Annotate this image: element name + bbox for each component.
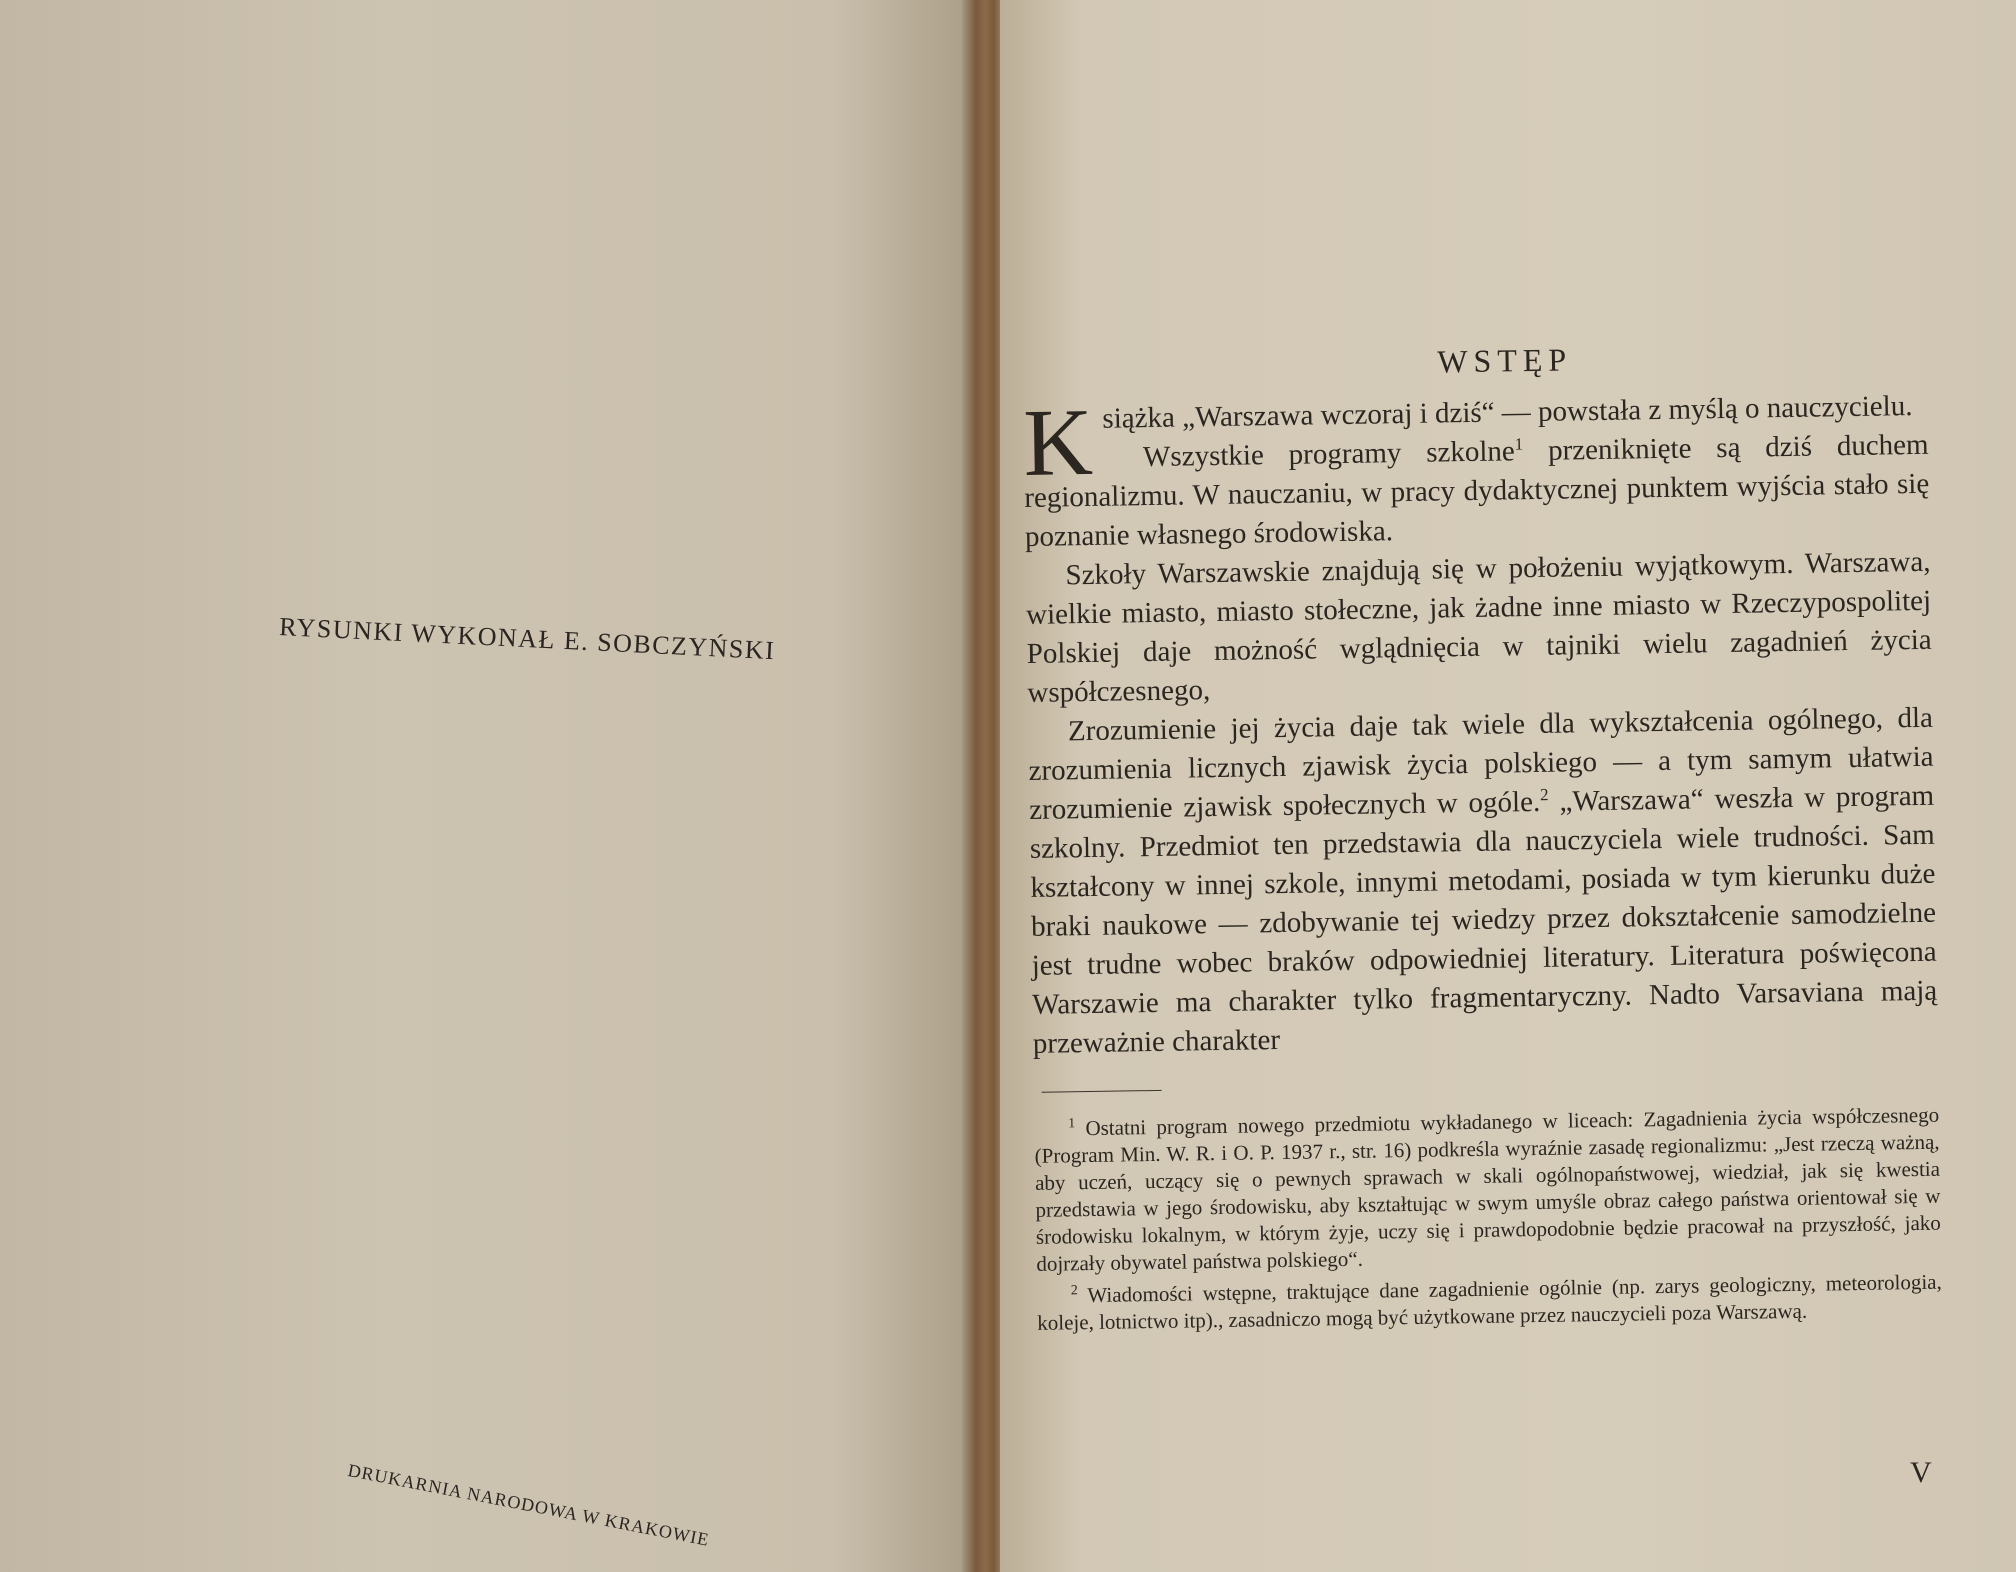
paragraph-text: Zrozumienie jej życia daje tak wiele dla wykształcenia ogólnego, dla zrozumienia licznych zjawisk życia polskiego — a tym samym ułatwia zrozumienie zjawisk społecznych w ogóle. [1028, 701, 1934, 826]
body-text [1023, 387, 1938, 1064]
paragraph-text: „Warszawa“ weszła w program szkolny. Przedmiot ten przedstawia dla nauczyciela wiele trudności. Sam kształcony w innej szkole, innymi metodami, posiada w tym kierunku duże braki naukowe — zdobywanie tej wiedzy przez dokształcenie samodzielne jest trudne wobec braków odpowiedniej literatury. Literatura poświęcona Warszawie ma charakter tylko fragmentaryczny. Nadto Varsaviana mają przeważnie charakter [1029, 779, 1938, 1060]
paragraph-text: przeniknięte są dziś duchem regionalizmu. W nauczaniu, w pracy dydaktycznej punktem wyjścia stało się poznanie własnego środowiska. [1024, 428, 1930, 553]
paragraph [1023, 426, 1930, 557]
introduction-text-block [1022, 336, 1942, 1337]
footnote-ref: 1 [1514, 434, 1524, 454]
footnote-text: Ostatni program nowego przedmiotu wykładanego w liceach: Zagadnienia życia współczesnego (Program Min. W. R. i O. P. 1937 r., str. 16) podkreśla wyraźnie zasadę regionalizmu: „Jest rzeczą ważną, aby uczeń, uczący się o pewnych sprawach w skali ogólnopaństwowej, wiedział, jak się kwestia przedstawia w jego środowisku, aby kształtując w swym umyśle obraz całego państwa orientował się w środowisku lokalnym, w którym żyje, uczy się i prawdopodobnie będzie pracował na przyszłość, jako dojrzały obywatel państwa polskiego“. [1034, 1102, 1942, 1276]
illustrations-credit: RYSUNKI WYKONAŁ E. SOBCZYŃSKI [278, 612, 777, 666]
chapter-title: WSTĘP [1436, 341, 1573, 380]
paragraph [1025, 543, 1932, 713]
footnote [1034, 1097, 1942, 1278]
footnote-ref: 2 [1539, 785, 1549, 805]
footnote-number: 1 [1068, 1116, 1076, 1132]
paragraph [1028, 699, 1938, 1064]
paragraph-text: Wszystkie programy szkolne [1142, 435, 1516, 474]
paragraph-text: Szkoły Warszawskie znajdują się w położeniu wyjątkowym. Warszawa, wielkie miasto, miasto stołeczne, jak żadne inne miasto w Rzeczypospolitej Polskiej daje możność wglądnięcia w tajniki wielu zagadnień życia współczesnego, [1025, 545, 1932, 709]
footnote-separator [1042, 1090, 1162, 1093]
footnotes [1034, 1097, 1942, 1337]
drop-cap: K [1022, 387, 1094, 496]
footnote-number: 2 [1070, 1283, 1078, 1299]
printer-imprint: DRUKARNIA NARODOWA W KRAKOWIE [346, 1460, 712, 1550]
footnote-text: Wiadomości wstępne, traktujące dane zagadnienie ogólnie (np. zarys geologiczny, meteorologia, koleje, lotnictwo itp)., zasadniczo mogą być użytkowane przez nauczycieli poza Warszawą. [1037, 1269, 1942, 1335]
paragraph-text: siążka „Warszawa wczoraj i dziś“ — powstała z myślą o nauczycielu. [1102, 390, 1913, 435]
page-number: V [1910, 1456, 1932, 1489]
left-page [0, 0, 980, 1572]
